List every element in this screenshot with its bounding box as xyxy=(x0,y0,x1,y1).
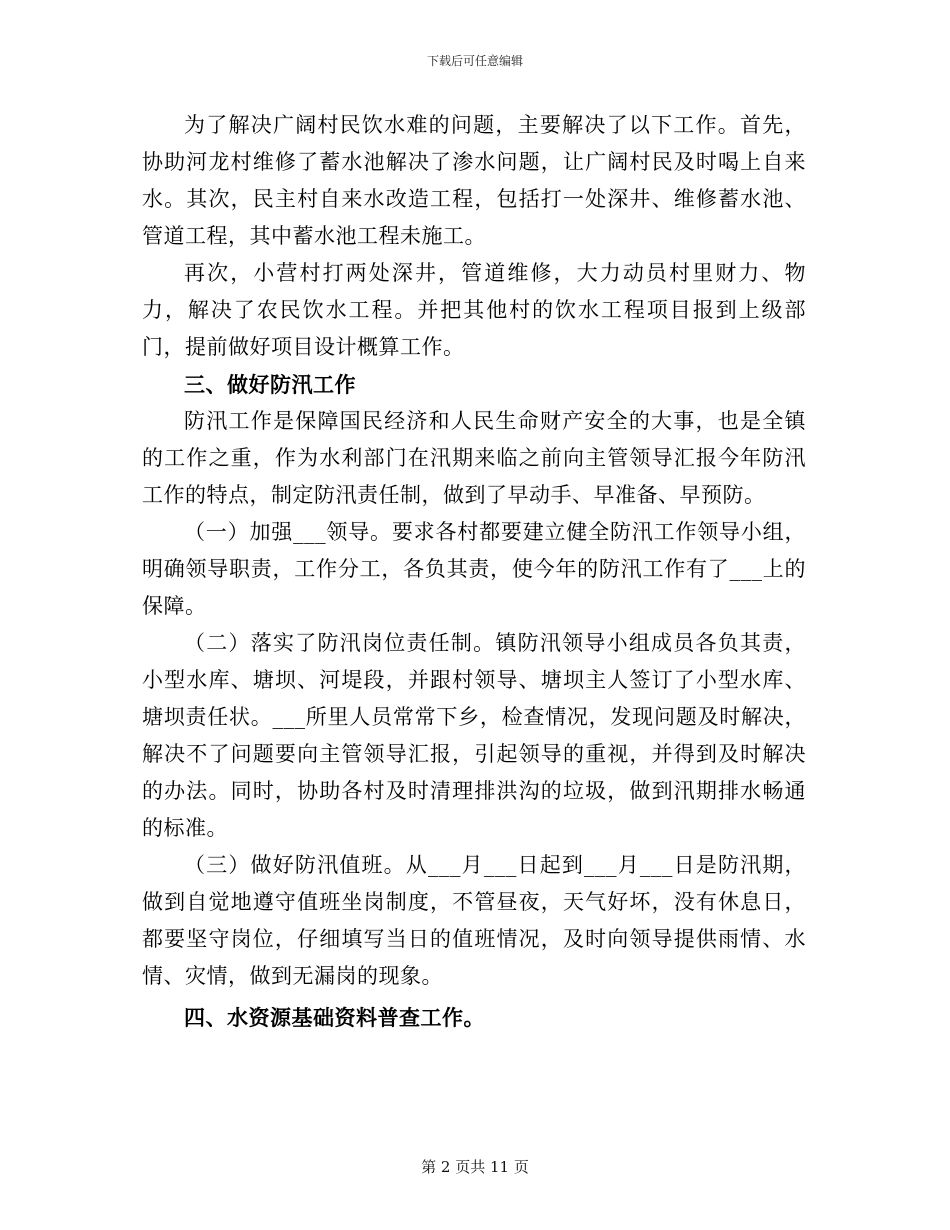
paragraph-responsibility-system: （二）落实了防汛岗位责任制。镇防汛领导小组成员各负其责，小型水库、塘坝、河堤段，并跟村领导、塘坝主人签订了小型水库、塘坝责任状。___所里人员常常下乡，检查情况，发现问题及时解决，解决不了问题要向主管领导汇报，引起领导的重视，并得到及时解决的办法。同时，协助各村及时清理排洪沟的垃圾，做到汛期排水畅通的标准。 xyxy=(142,631,806,840)
page-header: 下载后可任意编辑 xyxy=(426,54,523,68)
section-heading-water-resources: 四、水资源基础资料普查工作。 xyxy=(184,1005,485,1030)
paragraph-leadership: （一）加强___领导。要求各村都要建立健全防汛工作领导小组，明确领导职责，工作分工，各负其责，使今年的防汛工作有了___上的保障。 xyxy=(142,520,806,618)
page-number: 第 2 页共 11 页 xyxy=(421,1158,529,1176)
paragraph-flood-control-intro: 防汛工作是保障国民经济和人民生命财产安全的大事，也是全镇的工作之重，作为水利部门在汛期来临之前向主管领导汇报今年防汛工作的特点，制定防汛责任制，做到了早动手、早准备、早预防。 xyxy=(142,409,806,507)
paragraph-xiaoying-village: 再次，小营村打两处深井，管道维修，大力动员村里财力、物力，解决了农民饮水工程。并把其他村的饮水工程项目报到上级部门，提前做好项目设计概算工作。 xyxy=(142,261,806,359)
section-heading-flood-control: 三、做好防汛工作 xyxy=(184,372,356,397)
document-body xyxy=(142,107,806,1036)
paragraph-drinking-water: 为了解决广阔村民饮水难的问题，主要解决了以下工作。首先，协助河龙村维修了蓄水池解决了渗水问题，让广阔村民及时喝上自来水。其次，民主村自来水改造工程，包括打一处深井、维修蓄水池、管道工程，其中蓄水池工程未施工。 xyxy=(142,113,806,248)
paragraph-duty-shift: （三）做好防汛值班。从___月___日起到___月___日是防汛期，做到自觉地遵守值班坐岗制度，不管昼夜，天气好坏，没有休息日，都要坚守岗位，仔细填写当日的值班情况，及时向领导提供雨情、水情、灾情，做到无漏岗的现象。 xyxy=(142,853,806,988)
